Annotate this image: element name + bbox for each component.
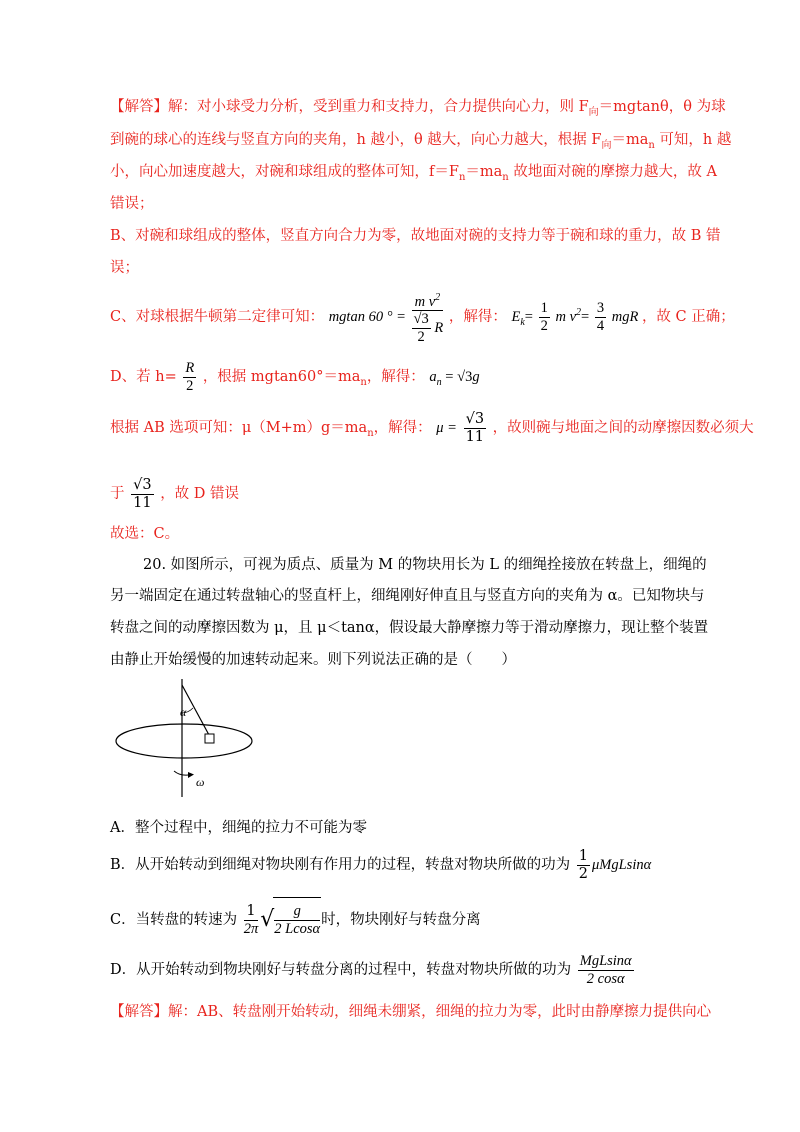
formula-newton: mgtan 60 ° = m $v^2$ $\frac{√3}{2}$ R [329, 309, 449, 325]
rotation-arrow [174, 771, 188, 775]
option-d: D．从开始转动到物块刚好与转盘分离的过程中，转盘对物块所做的功为 $\frac{\text{MgLsinα}}{2 \cos\alpha}$ [110, 952, 632, 987]
question-line-4: 由静止开始缓慢的加速转动起来。则下列说法正确的是（ ） [110, 652, 516, 668]
friction-conclusion-line-2: 于 $\frac{√3}{11}$ ，故 D 错误 [110, 476, 240, 511]
turntable-figure [110, 675, 260, 800]
turntable-disk [116, 724, 252, 758]
option-b-analysis-1: B、对碗和球组成的整体，竖直方向合力为零，故地面对碗的支持力等于碗和球的重力，故 B 错 [110, 228, 721, 244]
answer-2-line-1: 【解答】解：AB、转盘刚开始转动，细绳未绷紧，细绳的拉力为零，此时由静摩擦力提供向心 [110, 1004, 712, 1020]
formula-centripetal-acc: $a_n = √3g$ [429, 369, 480, 388]
answer-line-4: 错误； [110, 196, 154, 212]
answer-line-2: 到碗的球心的连线与竖直方向的夹角，h 越小，θ 越大，向心力越大，根据 $F_向=ma_n$ 可知，h 越 [110, 132, 732, 151]
question-number: 20. [143, 557, 167, 573]
option-d-analysis: D、若 h= $\frac{R}{2}$ ，根据 $mgtan60^\circ=ma_n$，解得： $a_n = √3g$ [110, 359, 480, 394]
question-line-3: 转盘之间的动摩擦因数为 μ，且 μ＜tanα，假设最大静摩擦力等于滑动摩擦力，现让整个装置 [110, 620, 709, 636]
option-b-analysis-2: 误； [110, 260, 139, 276]
question-line-1: 20. 如图所示，可视为质点、质量为 M 的物块用长为 L 的细绳拴接放在转盘上，细绳的 [143, 557, 707, 573]
omega-label: ω [196, 775, 205, 789]
answer-tag: 【解答】 [110, 1004, 168, 1020]
friction-conclusion-line-1: 根据 AB 选项可知：$\mu(M+m)g=ma_n$，解得： μ = $\frac{√3}{11}$ ，故则碗与地面之间的动摩擦因数必须大 [110, 410, 754, 445]
option-b: B．从开始转动到细绳对物块刚有作用力的过程，转盘对物块所做的功为 $\frac{1}{2}$ μMgLsinα [110, 847, 652, 882]
question-line-2: 另一端固定在通过转盘轴心的竖直杆上，细绳刚好伸直且与竖直方向的夹角为 α。已知物块与 [110, 588, 705, 604]
answer-line-1: 【解答】解：对小球受力分析，受到重力和支持力，合力提供向心力，则 $F_向=mgtan\theta$，θ 为球 [110, 99, 726, 118]
alpha-label: α [180, 705, 187, 719]
final-choice: 故选：C。 [110, 526, 180, 542]
option-c: C．当转盘的转速为 $\frac{1}{2\pi}$ √ $\frac{g}{2 Lcos\alpha}$ 时，物块刚好与转盘分离 [110, 897, 481, 941]
answer-tag: 【解答】 [110, 99, 168, 115]
formula-kinetic-energy: $E_k=$ $\frac{1}{2}$ m $v^2=$ $\frac{3}{4}$ mgR [511, 300, 639, 334]
answer-line-3: 小，向心加速度越大，对碗和球组成的整体可知，$f=F_n=ma_n$ 故地面对碗的摩擦力越大，故 A [110, 164, 717, 183]
block [205, 734, 214, 743]
option-c-analysis: C、对球根据牛顿第二定律可知： mgtan 60 ° = m $v^2$ $\frac{√3}{2}$ R ，解得： $E_k=$ $\frac{1}{2}$ m $v^2=$ $\frac{3}{4}$ mgR ，故 C 正确； [110, 285, 735, 341]
rotation-arrow-head [188, 772, 194, 778]
option-a: A．整个过程中，细绳的拉力不可能为零 [110, 820, 367, 836]
